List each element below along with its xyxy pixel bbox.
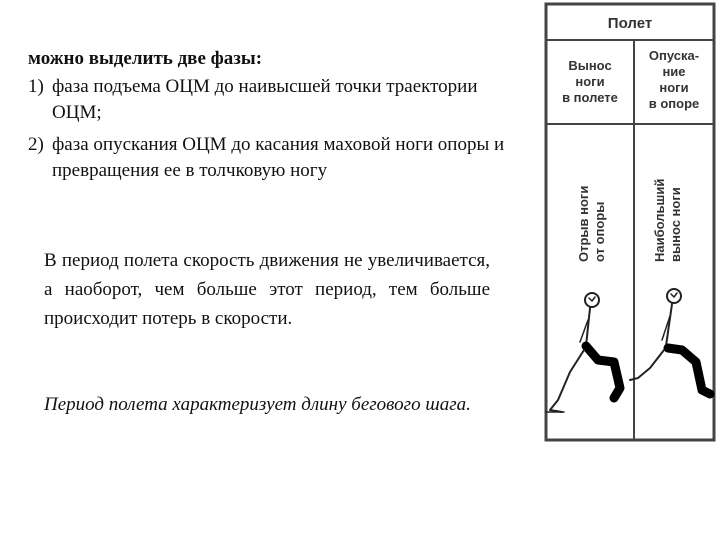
- vertical-label-2-line1: Наибольший: [652, 178, 667, 262]
- phase-item-2: [28, 132, 508, 184]
- col2-label-line4: в опоре: [648, 96, 700, 111]
- col2-label-line3: ноги: [659, 80, 689, 95]
- col2-label-line2: ние: [662, 64, 686, 79]
- flight-length-paragraph: Период полета характеризует длину бегового шага.: [44, 394, 471, 415]
- running-phase-figure: [540, 0, 720, 442]
- phase-number: 1): [28, 76, 44, 97]
- col1-label-line3: в полете: [562, 90, 618, 105]
- flight-speed-paragraph: В период полета скорость движения не увеличивается, а наоборот, чем больше этот период, тем больше происходит потерь в скорости.: [44, 250, 490, 329]
- vertical-label-1-line2: от опоры: [592, 201, 607, 262]
- col1-label-line2: ноги: [575, 74, 605, 89]
- phase-item-1: [28, 74, 508, 126]
- phase-text: фаза подъема ОЦМ до наивысшей точки траектории ОЦМ;: [52, 76, 478, 123]
- vertical-label-1-line1: Отрыв ноги: [576, 185, 591, 262]
- phase-text: фаза опускания ОЦМ до касания маховой ноги опоры и превращения ее в толчковую ногу: [52, 134, 505, 181]
- col1-label-line1: Вынос: [568, 58, 612, 73]
- phase-number: 2): [28, 134, 44, 155]
- vertical-label-2-line2: вынос ноги: [668, 187, 683, 262]
- col2-label-line1: Опуска-: [648, 48, 700, 63]
- phase-list: [28, 74, 508, 190]
- figure-header: Полет: [607, 15, 653, 32]
- phases-heading: можно выделить две фазы:: [28, 48, 263, 69]
